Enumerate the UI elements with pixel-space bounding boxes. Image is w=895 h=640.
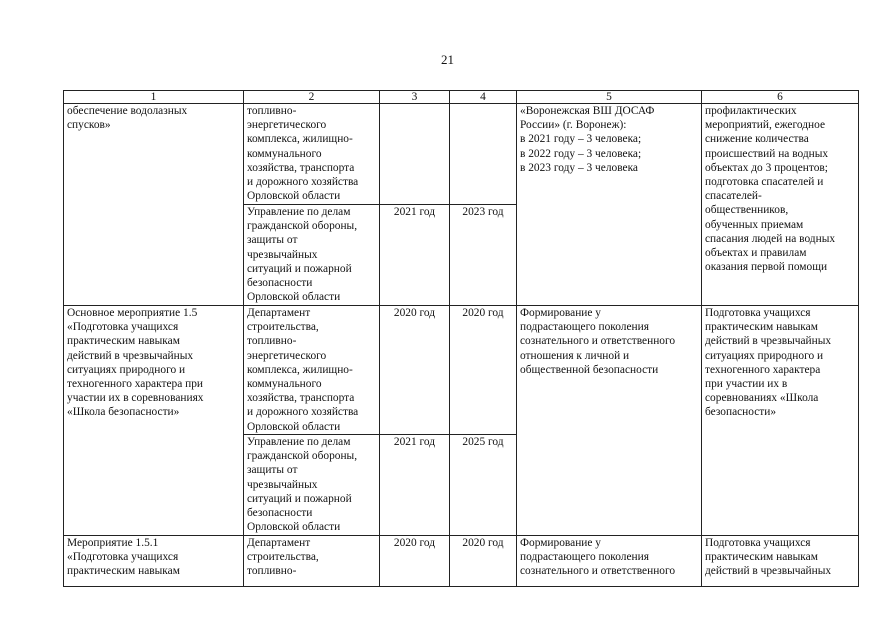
header-col-3: 3 <box>380 91 450 104</box>
executor-text: Департамент строительства, топливно- <box>247 537 319 578</box>
start-year-cell: 2021 год <box>380 435 450 536</box>
page-number: 21 <box>441 52 454 67</box>
measure-name-cell: Основное мероприятие 1.5 «Подготовка учащихся практическим навыкам действий в чрезвычайных ситуациях природного и техногенного характера при участии их в соревнованиях «Школа безопасности» <box>64 306 244 536</box>
start-year-cell: 2020 год <box>380 306 450 435</box>
header-col-6: 6 <box>702 91 859 104</box>
executor-cell: Управление по делам гражданской обороны, защиты от чрезвычайных ситуаций и пожарной безопасности Орловской области <box>244 205 380 306</box>
measures-table <box>63 90 859 587</box>
start-year-cell: 2021 год <box>380 205 450 306</box>
indicator-cell <box>702 536 859 587</box>
start-year-cell <box>380 104 450 205</box>
end-year-cell: 2025 год <box>450 435 517 536</box>
measure-name-cell: обеспечение водолазных спусков» <box>64 104 244 306</box>
result-cell: Формирование у подрастающего поколения сознательного и ответственного отношения к личной и общественной безопасности <box>517 306 702 536</box>
measure-name-cell <box>64 536 244 587</box>
result-cell <box>517 536 702 587</box>
end-year-cell: 2023 год <box>450 205 517 306</box>
end-year-cell <box>450 104 517 205</box>
end-year-cell: 2020 год <box>450 306 517 435</box>
executor-cell <box>244 536 380 587</box>
start-year-cell <box>380 536 450 587</box>
header-col-4: 4 <box>450 91 517 104</box>
executor-cell: Управление по делам гражданской обороны, защиты от чрезвычайных ситуаций и пожарной безопасности Орловской области <box>244 435 380 536</box>
start-year-text: 2020 год <box>393 537 436 549</box>
indicator-cell: Подготовка учащихся практическим навыкам действий в чрезвычайных ситуациях природного и техногенного характера при участии их в соревнованиях «Школа безопасности» <box>702 306 859 536</box>
result-cell: «Воронежская ВШ ДОСАФ России» (г. Воронеж): в 2021 году – 3 человека; в 2022 году – 3 человека; в 2023 году – 3 человека <box>517 104 702 306</box>
end-year-cell <box>450 536 517 587</box>
executor-cell: Департамент строительства, топливно- энергетического комплекса, жилищно- коммунального хозяйства, транспорта и дорожного хозяйства Орловской области <box>244 306 380 435</box>
end-year-text: 2020 год <box>462 537 504 549</box>
table-row <box>64 306 859 435</box>
header-row <box>64 91 859 104</box>
indicator-cell: профилактических мероприятий, ежегодное снижение количества происшествий на водных объектах до 3 процентов; подготовка спасателей и спасателей- общественников, обученных приемам спасания людей на водных объектах и правилам оказания первой помощи <box>702 104 859 306</box>
table-row <box>64 536 859 587</box>
executor-cell: топливно- энергетического комплекса, жилищно- коммунального хозяйства, транспорта и дорожного хозяйства Орловской области <box>244 104 380 205</box>
indicator-text: Подготовка учащихся практическим навыкам действий в чрезвычайных <box>705 537 832 578</box>
header-col-2: 2 <box>244 91 380 104</box>
table-row <box>64 104 859 205</box>
header-col-1: 1 <box>64 91 244 104</box>
result-text: Формирование у подрастающего поколения сознательного и ответственного <box>520 537 676 578</box>
header-col-5: 5 <box>517 91 702 104</box>
measure-name-text: Мероприятие 1.5.1 «Подготовка учащихся практическим навыкам <box>67 537 180 578</box>
